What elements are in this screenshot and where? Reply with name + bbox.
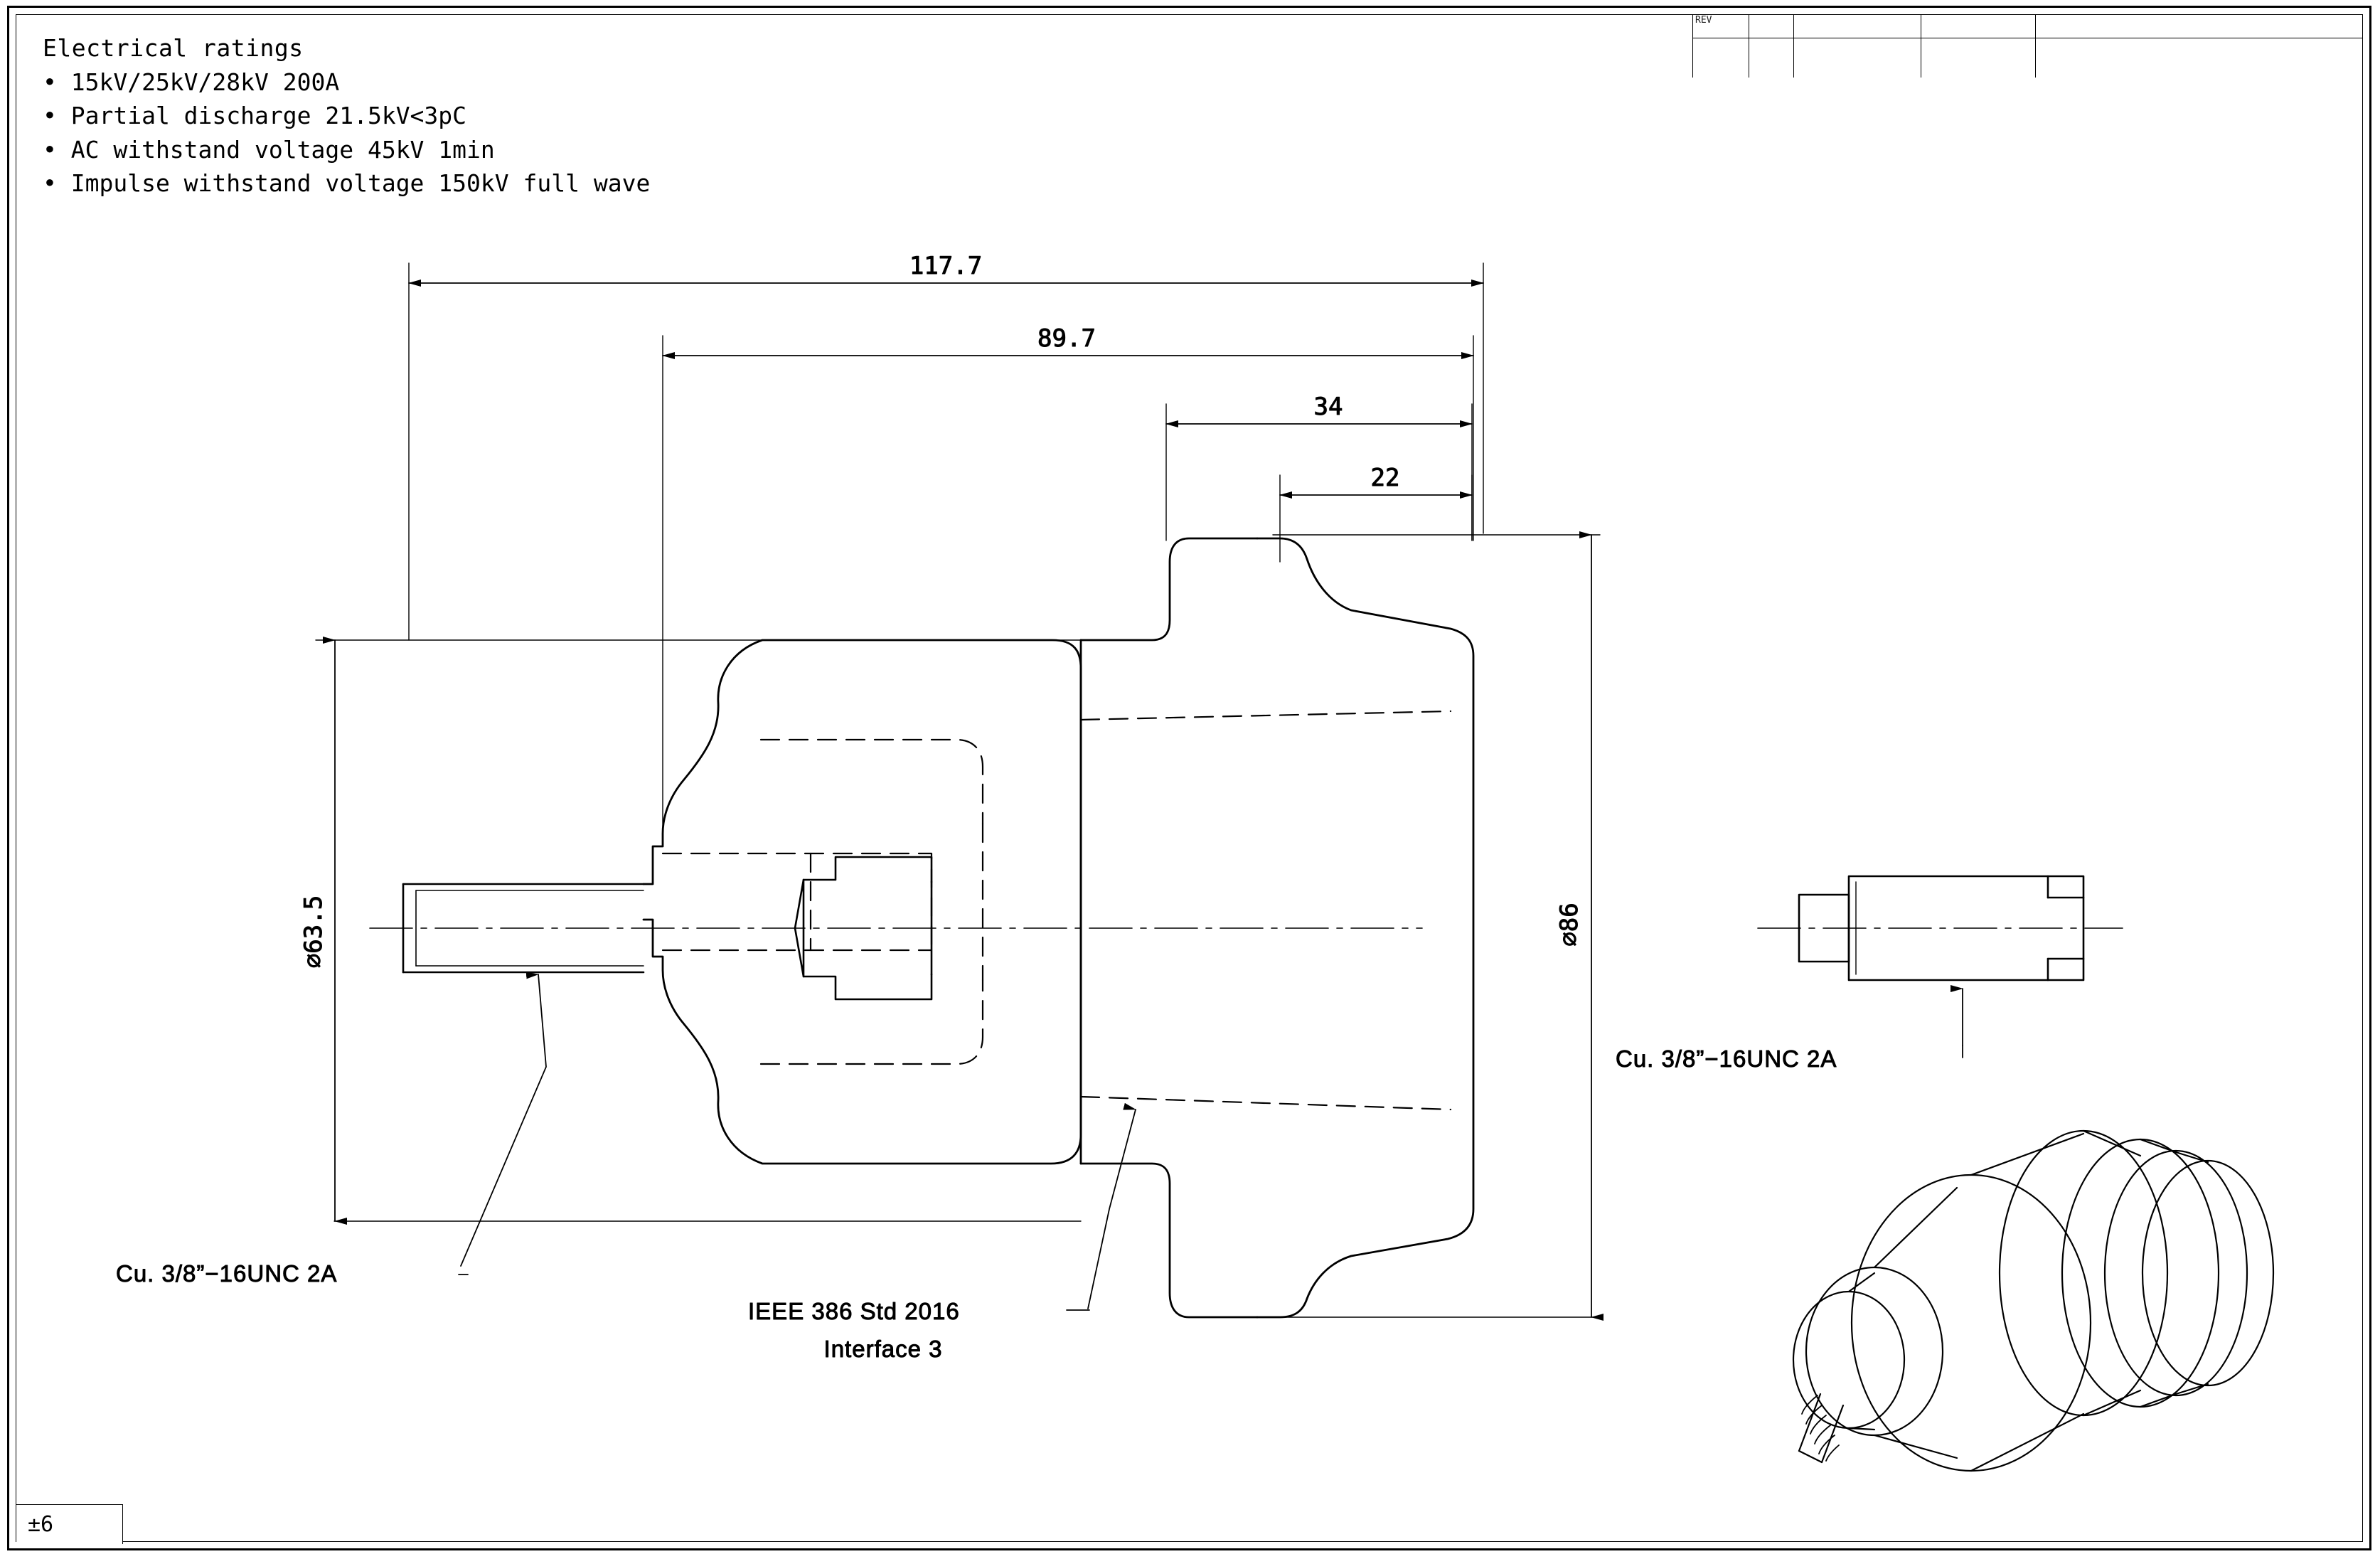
callout-stud-left-label: Cu. 3/8”−16UNC 2A bbox=[116, 1260, 338, 1287]
dimension-overall-length-label: 117.7 bbox=[909, 252, 983, 280]
dimension-body-length-label: 89.7 bbox=[1037, 324, 1096, 353]
notes-title: Electrical ratings bbox=[43, 34, 304, 62]
dimension-flange-diameter bbox=[1273, 535, 1600, 1317]
notes-item-3: • Impulse withstand voltage 150kV full wave bbox=[43, 169, 651, 198]
callout-interface-standard-line2: Interface 3 bbox=[823, 1336, 943, 1362]
dimension-shaft-diameter-label: ⌀63.5 bbox=[299, 895, 328, 969]
dimension-body-length bbox=[663, 324, 1473, 846]
callout-interface-standard bbox=[748, 1110, 1136, 1362]
tolerance-box: ±6 bbox=[16, 1504, 123, 1544]
notes-item-2: • AC withstand voltage 45kV 1min bbox=[43, 135, 495, 164]
notes-item-0: • 15kV/25kV/28kV 200A bbox=[43, 68, 340, 96]
notes-item-1: • Partial discharge 21.5kV<3pC bbox=[43, 102, 467, 130]
title-block-cell-rev: REV bbox=[1693, 15, 1749, 38]
dimension-flange-length-label: 34 bbox=[1313, 393, 1343, 421]
isometric-pictorial-view bbox=[1793, 1131, 2273, 1471]
callout-stud-right-label: Cu. 3/8”−16UNC 2A bbox=[1616, 1045, 1837, 1072]
callout-stud-left bbox=[116, 974, 546, 1287]
dimension-nose-length bbox=[1280, 464, 1472, 562]
dimension-flange-length bbox=[1166, 393, 1472, 541]
dimension-shaft-diameter bbox=[299, 640, 1081, 1221]
dimension-nose-length-label: 22 bbox=[1370, 464, 1400, 492]
stud-detail-view bbox=[1758, 876, 2123, 980]
section-view-hidden-lines bbox=[663, 711, 1451, 1110]
dimension-overall-length bbox=[409, 252, 1483, 640]
callout-stud-right bbox=[1616, 989, 1963, 1072]
section-view-body-outline bbox=[644, 640, 1081, 1164]
dimension-flange-diameter-label: ⌀86 bbox=[1555, 903, 1584, 947]
callout-interface-standard-line1: IEEE 386 Std 2016 bbox=[748, 1298, 960, 1324]
